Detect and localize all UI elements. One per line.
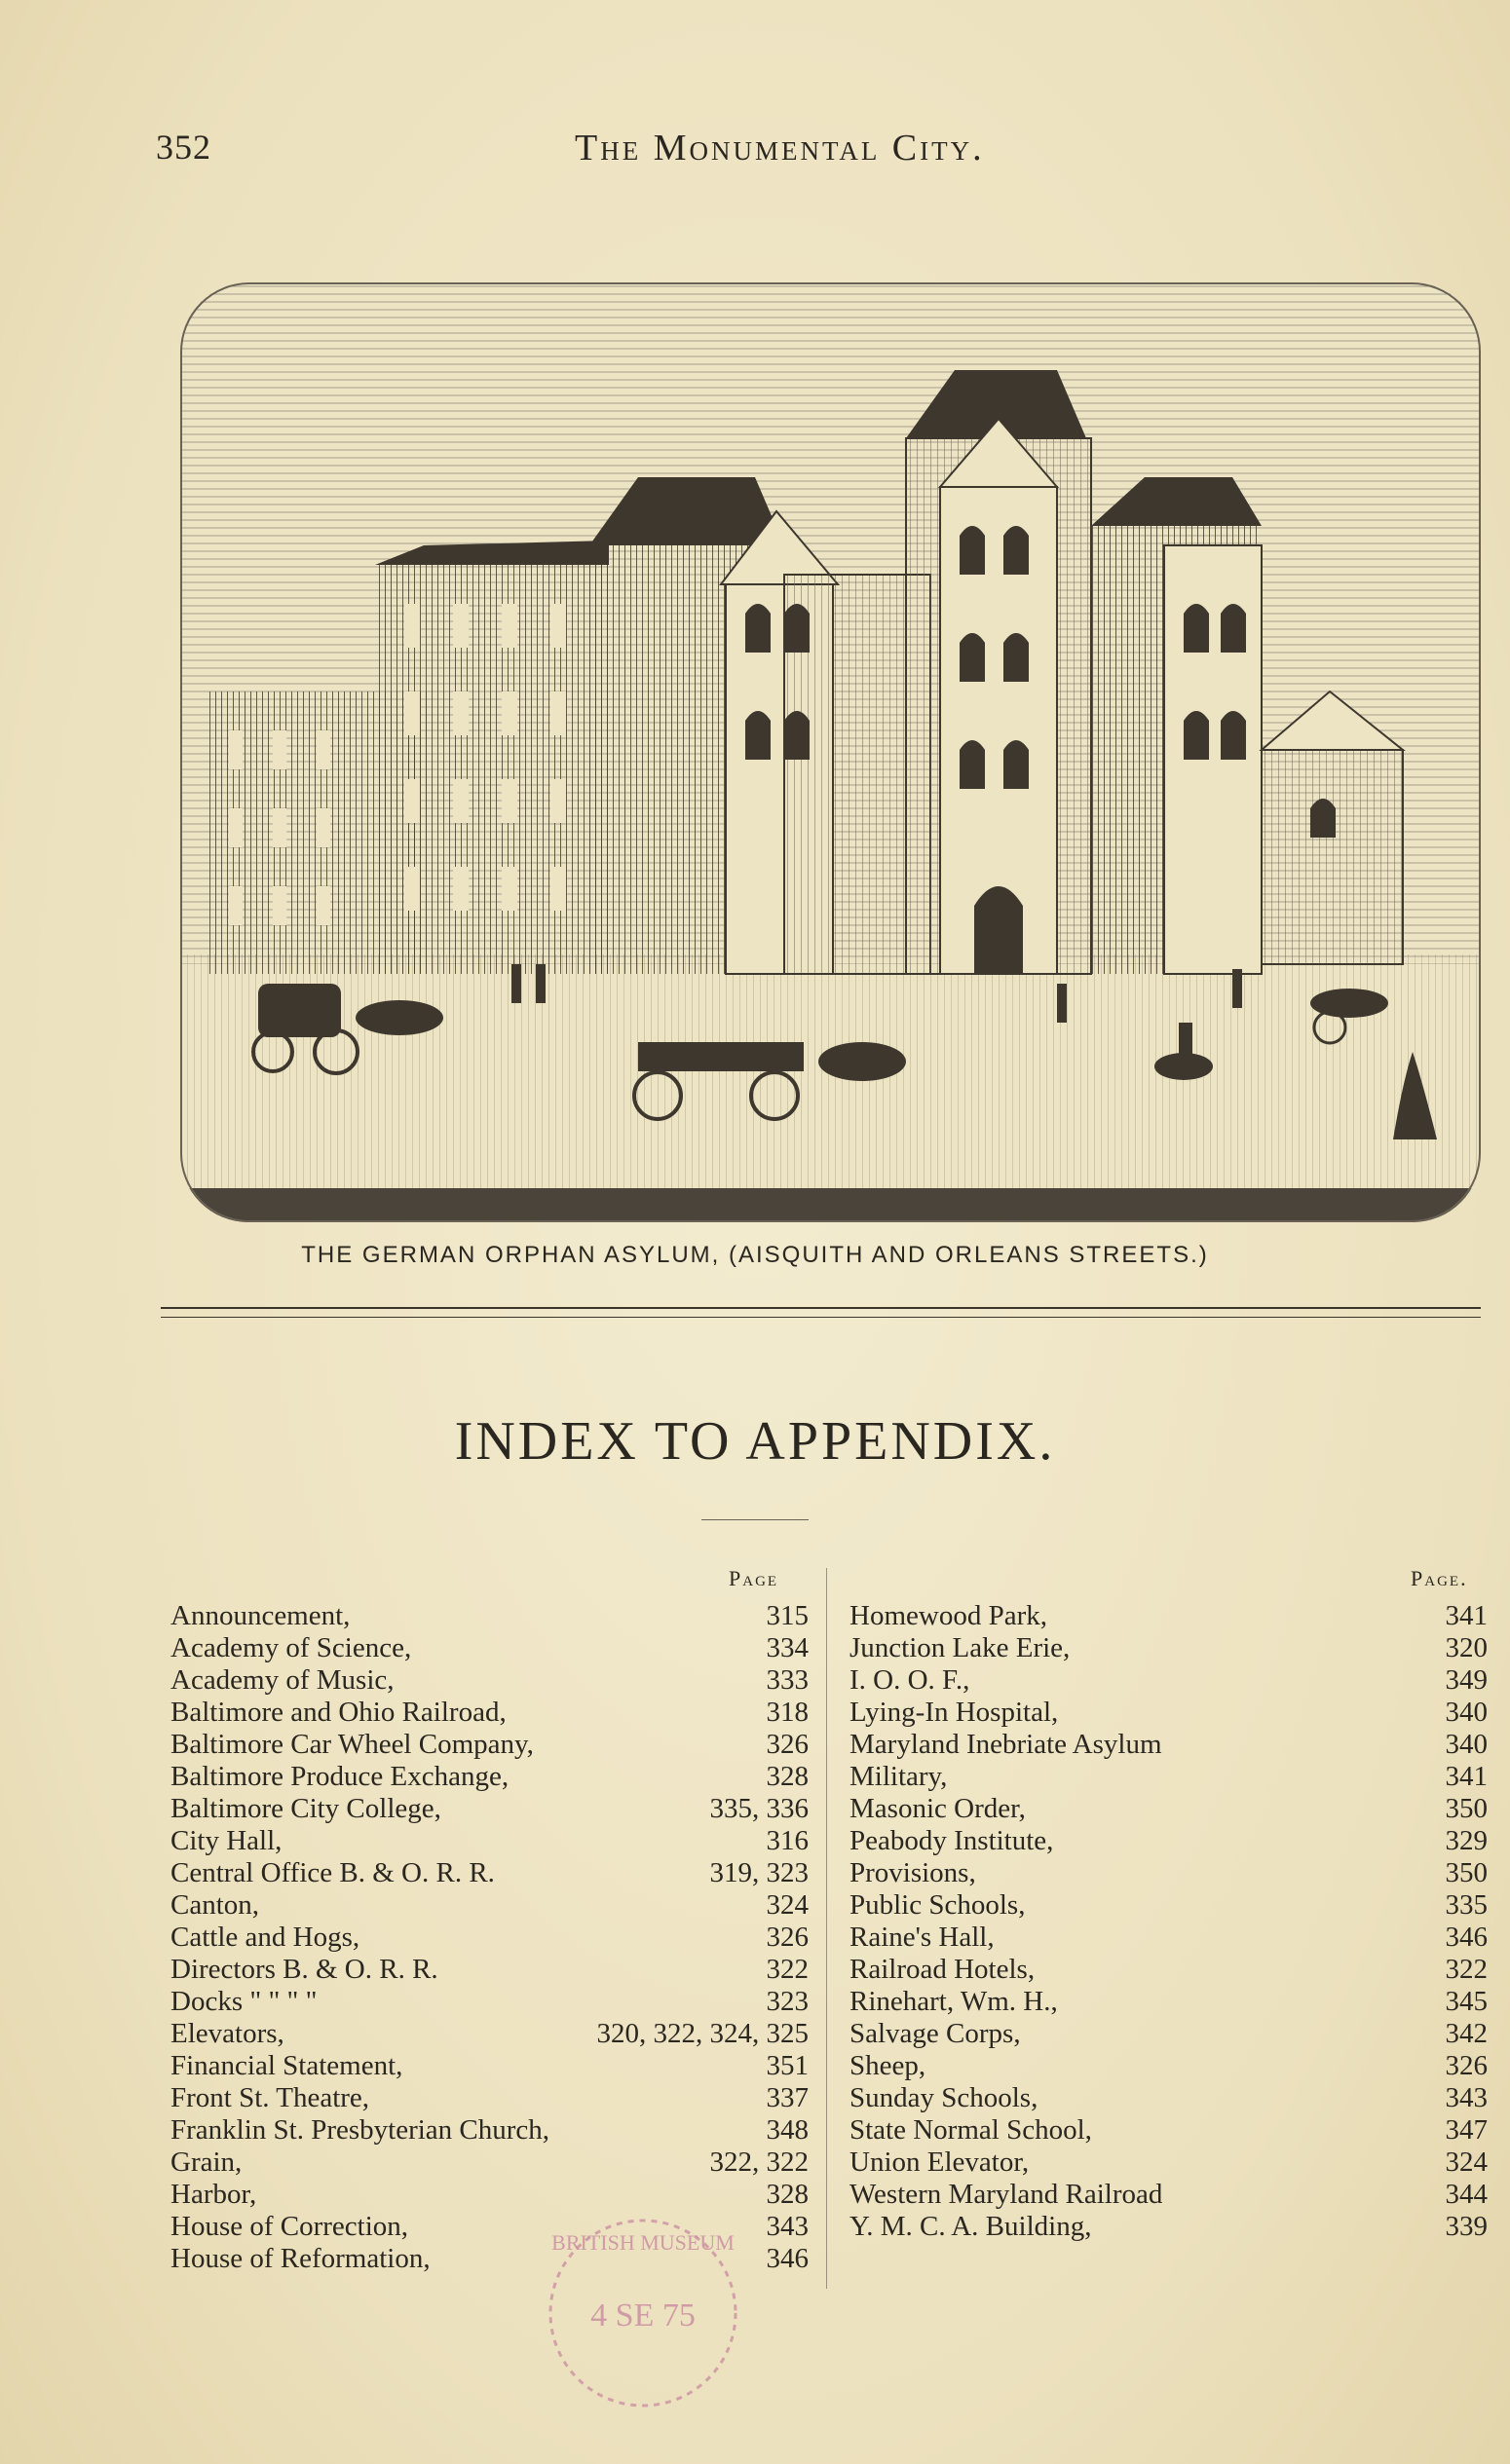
index-right-column [849, 1600, 1488, 2243]
entry-name: Lying-In Hospital, [849, 1697, 1059, 1728]
index-entry [170, 1825, 809, 1857]
entry-name: Docks " " " " [170, 1986, 318, 2017]
index-entry [849, 1729, 1488, 1761]
entry-page: 328 [766, 1761, 809, 1792]
running-head [156, 117, 1491, 175]
entry-name: Cattle and Hogs, [170, 1922, 360, 1953]
entry-page: 351 [766, 2050, 809, 2081]
index-entry [849, 1825, 1488, 1857]
entry-name: Baltimore and Ohio Railroad, [170, 1697, 507, 1728]
illustration-caption: THE GERMAN ORPHAN ASYLUM, (AISQUITH AND ORLEANS STREETS.) [301, 1242, 1209, 1268]
entry-name: I. O. O. F., [849, 1664, 970, 1696]
index-entry [849, 2179, 1488, 2211]
entry-name: Military, [849, 1761, 948, 1792]
entry-name: Y. M. C. A. Building, [849, 2211, 1092, 2242]
library-stamp [536, 2211, 750, 2415]
german-orphan-asylum-engraving [180, 282, 1481, 1222]
index-entry [849, 2147, 1488, 2179]
running-title: The Monumental City. [575, 128, 985, 168]
entry-name: Railroad Hotels, [849, 1954, 1036, 1985]
entry-page: 326 [1445, 2050, 1488, 2081]
entry-page: 349 [1445, 1664, 1488, 1696]
entry-page: 341 [1445, 1761, 1488, 1792]
index-entry [849, 1857, 1488, 1889]
entry-name: Baltimore City College, [170, 1793, 441, 1824]
index-entry [170, 1922, 809, 1954]
entry-page: 319, 323 [709, 1857, 809, 1888]
index-entry [170, 1986, 809, 2018]
index-entry [170, 1954, 809, 1986]
entry-name: House of Correction, [170, 2211, 409, 2242]
index-entry [170, 2082, 809, 2114]
index-entry [849, 1793, 1488, 1825]
entry-page: 343 [766, 2211, 809, 2242]
index-entry [170, 2179, 809, 2211]
entry-page: 344 [1445, 2179, 1488, 2210]
index-entry [170, 2147, 809, 2179]
entry-page: 341 [1445, 1600, 1488, 1631]
entry-page: 335, 336 [709, 1793, 809, 1824]
entry-page: 316 [766, 1825, 809, 1856]
entry-page: 350 [1445, 1857, 1488, 1888]
right-page-header: Page. [1411, 1566, 1468, 1590]
column-divider [826, 1568, 827, 2289]
entry-page: 320, 322, 324, 325 [596, 2018, 809, 2049]
title-underline [701, 1519, 809, 1520]
index-entry [849, 1954, 1488, 1986]
entry-page: 340 [1445, 1729, 1488, 1760]
index-entry [849, 1697, 1488, 1729]
page-number: 352 [156, 128, 211, 167]
entry-name: Rinehart, Wm. H., [849, 1986, 1058, 2017]
index-entry [170, 1857, 809, 1889]
entry-page: 334 [766, 1632, 809, 1663]
entry-page: 343 [1445, 2082, 1488, 2113]
index-entry [170, 1600, 809, 1632]
section-rule-thick [161, 1307, 1481, 1309]
index-entry [170, 2114, 809, 2147]
index-entry [849, 2018, 1488, 2050]
entry-name: Peabody Institute, [849, 1825, 1054, 1856]
entry-name: Baltimore Produce Exchange, [170, 1761, 510, 1792]
entry-name: Raine's Hall, [849, 1922, 995, 1953]
entry-page: 322 [1445, 1954, 1488, 1985]
entry-name: Homewood Park, [849, 1600, 1047, 1631]
entry-name: Financial Statement, [170, 2050, 403, 2081]
index-entry [849, 1889, 1488, 1922]
entry-page: 318 [766, 1697, 809, 1728]
entry-name: Sheep, [849, 2050, 926, 2081]
index-entry [170, 1761, 809, 1793]
entry-name: Academy of Science, [170, 1632, 412, 1663]
entry-name: Public Schools, [849, 1889, 1026, 1921]
index-entry [170, 1632, 809, 1664]
entry-name: Baltimore Car Wheel Company, [170, 1729, 534, 1760]
entry-name: Salvage Corps, [849, 2018, 1021, 2049]
index-entry [170, 1889, 809, 1922]
entry-name: City Hall, [170, 1825, 283, 1856]
index-entry [849, 1632, 1488, 1664]
entry-name: Announcement, [170, 1600, 351, 1631]
index-entry [849, 1761, 1488, 1793]
stamp-text: BRITISH MUSEUM [551, 2230, 735, 2255]
entry-page: 315 [766, 1600, 809, 1631]
index-entry [849, 2114, 1488, 2147]
entry-name: Harbor, [170, 2179, 257, 2210]
index-entry [170, 1664, 809, 1697]
entry-name: Front St. Theatre, [170, 2082, 370, 2113]
index-left-column [170, 1600, 809, 2275]
entry-name: Grain, [170, 2147, 243, 2178]
entry-page: 328 [766, 2179, 809, 2210]
left-page-header: Page [729, 1566, 779, 1590]
index-entry [849, 1922, 1488, 1954]
entry-name: Western Maryland Railroad [849, 2179, 1163, 2210]
entry-name: Franklin St. Presbyterian Church, [170, 2114, 550, 2146]
entry-page: 333 [766, 1664, 809, 1696]
index-entry [849, 1600, 1488, 1632]
section-rule-thin [161, 1317, 1481, 1318]
index-title: INDEX TO APPENDIX. [454, 1411, 1056, 1472]
entry-page: 324 [766, 1889, 809, 1921]
entry-page: 345 [1445, 1986, 1488, 2017]
index-entry [849, 2050, 1488, 2082]
entry-name: State Normal School, [849, 2114, 1092, 2146]
entry-page: 326 [766, 1922, 809, 1953]
index-entry [849, 2082, 1488, 2114]
entry-page: 339 [1445, 2211, 1488, 2242]
stamp-mark: 4 SE 75 [590, 2297, 696, 2333]
entry-page: 347 [1445, 2114, 1488, 2146]
entry-name: Provisions, [849, 1857, 976, 1888]
index-entry [170, 1729, 809, 1761]
entry-page: 342 [1445, 2018, 1488, 2049]
entry-page: 350 [1445, 1793, 1488, 1824]
entry-name: Canton, [170, 1889, 260, 1921]
index-entry [849, 1664, 1488, 1697]
index-entry [170, 1697, 809, 1729]
index-entry [849, 2211, 1488, 2243]
entry-page: 326 [766, 1729, 809, 1760]
index-entry [170, 2018, 809, 2050]
entry-page: 340 [1445, 1697, 1488, 1728]
entry-name: Academy of Music, [170, 1664, 395, 1696]
entry-page: 322 [766, 1954, 809, 1985]
entry-page: 329 [1445, 1825, 1488, 1856]
entry-page: 348 [766, 2114, 809, 2146]
entry-page: 324 [1445, 2147, 1488, 2178]
entry-name: Union Elevator, [849, 2147, 1030, 2178]
index-entry [170, 1793, 809, 1825]
entry-page: 323 [766, 1986, 809, 2017]
entry-page: 320 [1445, 1632, 1488, 1663]
entry-name: Masonic Order, [849, 1793, 1026, 1824]
entry-name: Junction Lake Erie, [849, 1632, 1071, 1663]
entry-name: Central Office B. & O. R. R. [170, 1857, 495, 1888]
entry-page: 346 [766, 2243, 809, 2274]
index-entry [170, 2050, 809, 2082]
entry-name: Sunday Schools, [849, 2082, 1038, 2113]
entry-page: 346 [1445, 1922, 1488, 1953]
entry-page: 322, 322 [709, 2147, 809, 2178]
entry-page: 335 [1445, 1889, 1488, 1921]
entry-name: Directors B. & O. R. R. [170, 1954, 438, 1985]
entry-name: Maryland Inebriate Asylum [849, 1729, 1162, 1760]
entry-page: 337 [766, 2082, 809, 2113]
entry-name: House of Reformation, [170, 2243, 431, 2274]
entry-name: Elevators, [170, 2018, 284, 2049]
index-entry [849, 1986, 1488, 2018]
